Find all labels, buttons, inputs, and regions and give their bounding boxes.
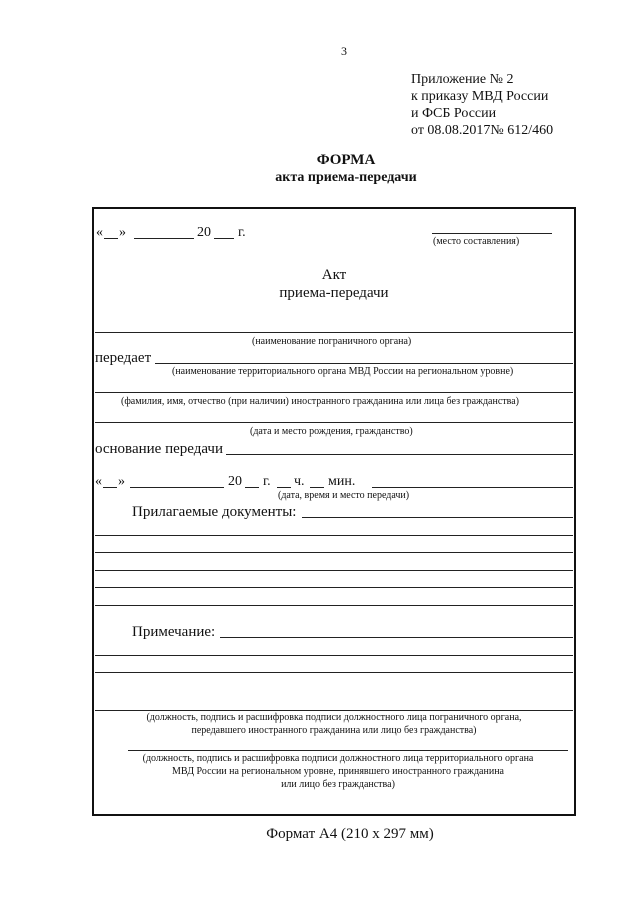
- year-prefix: 20: [197, 225, 211, 240]
- transfer-when-caption: (дата, время и место передачи): [278, 490, 410, 501]
- form-title: ФОРМА: [316, 152, 376, 168]
- person-name-field[interactable]: [95, 392, 573, 393]
- documents-field[interactable]: [302, 517, 573, 518]
- documents-label: Прилагаемые документы:: [132, 504, 297, 520]
- birth-info-caption: (дата и место рождения, гражданство): [250, 426, 413, 437]
- border-signature-caption-2: передавшего иностранного гражданина или лицо без гражданства): [191, 725, 477, 736]
- note-label: Примечание:: [132, 624, 216, 640]
- transfer-minutes-field[interactable]: [310, 487, 324, 488]
- person-name-caption: (фамилия, имя, отчество (при наличии) иностранного гражданина или лица без гражданства): [121, 396, 520, 407]
- border-signature-field[interactable]: [95, 710, 573, 711]
- note-line[interactable]: [95, 655, 573, 656]
- act-subtitle: приема-передачи: [279, 285, 389, 301]
- transfer-close-quote: »: [118, 474, 125, 489]
- border-organ-caption: (наименование пограничного органа): [252, 336, 412, 347]
- basis-field[interactable]: [226, 454, 573, 455]
- transfers-label: передает: [95, 350, 152, 366]
- place-caption: (место составления): [433, 236, 520, 247]
- format-note: Формат А4 (210 x 297 мм): [266, 826, 434, 842]
- documents-line[interactable]: [95, 605, 573, 606]
- form-subtitle: акта приема-передачи: [275, 170, 417, 185]
- appendix-line-1: Приложение № 2: [411, 72, 514, 87]
- birth-info-field[interactable]: [95, 422, 573, 423]
- documents-line[interactable]: [95, 570, 573, 571]
- mvd-signature-caption-1: (должность, подпись и расшифровка подписи должностного лица территориального органа: [142, 753, 534, 764]
- page-number: 3: [341, 44, 347, 58]
- documents-line[interactable]: [95, 535, 573, 536]
- act-title: Акт: [321, 267, 347, 283]
- appendix-line-2: к приказу МВД России: [411, 89, 549, 104]
- date-open-quote: «: [96, 225, 103, 240]
- transfer-year-prefix: 20: [228, 474, 242, 489]
- mvd-organ-caption: (наименование территориального органа МВД России на региональном уровне): [172, 366, 514, 377]
- transfer-open-quote: «: [95, 474, 102, 489]
- minutes-label: мин.: [328, 474, 356, 489]
- month-field[interactable]: [134, 238, 194, 239]
- day-field[interactable]: [104, 238, 118, 239]
- note-field[interactable]: [220, 637, 573, 638]
- documents-line[interactable]: [95, 552, 573, 553]
- documents-line[interactable]: [95, 587, 573, 588]
- place-field[interactable]: [432, 233, 552, 234]
- mvd-signature-caption-2: МВД России на региональном уровне, принявшего иностранного гражданина: [172, 766, 504, 777]
- appendix-line-3: и ФСБ России: [411, 106, 497, 121]
- hours-label: ч.: [294, 474, 305, 489]
- note-line[interactable]: [95, 672, 573, 673]
- transfer-year-suffix: г.: [263, 474, 271, 489]
- year-field[interactable]: [214, 238, 234, 239]
- border-signature-caption-1: (должность, подпись и расшифровка подписи должностного лица пограничного органа,: [146, 712, 522, 723]
- date-close-quote: »: [119, 225, 126, 240]
- mvd-signature-caption-3: или лицо без гражданства): [281, 779, 395, 790]
- transfer-month-field[interactable]: [130, 487, 224, 488]
- mvd-signature-field[interactable]: [128, 750, 568, 751]
- transfer-hours-field[interactable]: [277, 487, 291, 488]
- transfer-day-field[interactable]: [103, 487, 117, 488]
- year-suffix: г.: [238, 225, 246, 240]
- transfer-year-field[interactable]: [245, 487, 259, 488]
- border-organ-field[interactable]: [95, 332, 573, 333]
- transfer-place-field[interactable]: [372, 487, 573, 488]
- mvd-organ-field[interactable]: [155, 363, 573, 364]
- appendix-line-4: от 08.08.2017№ 612/460: [411, 123, 554, 138]
- basis-label: основание передачи: [95, 441, 223, 457]
